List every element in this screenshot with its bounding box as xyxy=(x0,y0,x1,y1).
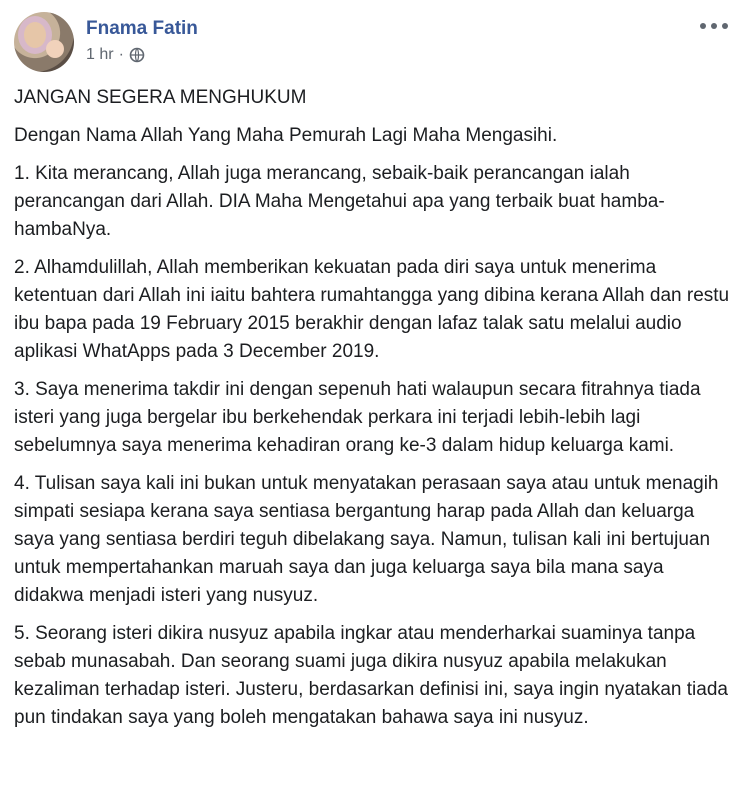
meta-separator: · xyxy=(118,46,124,63)
post-meta xyxy=(86,46,145,64)
post-paragraph: 3. Saya menerima takdir ini dengan sepenuh hati walaupun secara fitrahnya tiada isteri yang juga bergelar ibu berkehendak perkara ini terjadi lebih-lebih lagi sebelumnya saya menerima kehadiran orang ke-3 dalam hidup keluarga kami. xyxy=(14,379,701,456)
post-paragraph: 1. Kita merancang, Allah juga merancang, sebaik-baik perancangan ialah perancangan dari Allah. DIA Maha Mengetahui apa yang terbaik buat hamba-hambaNya. xyxy=(14,163,665,240)
author-avatar[interactable] xyxy=(14,12,74,72)
post-paragraph: 4. Tulisan saya kali ini bukan untuk menyatakan perasaan saya atau untuk menagih simpati sesiapa kerana saya sentiasa bergantung harap pada Allah dan keluarga saya yang sentiasa berdiri teguh dibelakang saya. Namun, tulisan kali ini bertujuan untuk mempertahankan maruah saya dan juga keluarga saya bila mana saya didakwa menjadi isteri yang nusyuz. xyxy=(14,473,719,606)
post-paragraph: Dengan Nama Allah Yang Maha Pemurah Lagi Maha Mengasihi. xyxy=(14,125,558,146)
post-time-link[interactable]: 1 hr xyxy=(86,46,114,63)
more-options-icon xyxy=(700,23,706,29)
post-paragraph: 2. Alhamdulillah, Allah memberikan kekuatan pada diri saya untuk menerima ketentuan dari Allah ini iaitu bahtera rumahtangga yang dibina kerana Allah dan restu ibu bapa pada 19 February 2015 berakhir dengan lafaz talak satu melalui audio aplikasi WhatApps pada 3 December 2019. xyxy=(14,257,730,362)
post-header xyxy=(14,12,728,72)
more-options-icon xyxy=(711,23,717,29)
globe-icon[interactable] xyxy=(129,47,145,63)
avatar-woman-image xyxy=(24,22,46,48)
more-options-icon xyxy=(722,23,728,29)
post-title: JANGAN SEGERA MENGHUKUM xyxy=(14,87,307,108)
post-content xyxy=(14,84,730,742)
avatar-child-image xyxy=(46,40,64,58)
more-options-button[interactable] xyxy=(700,16,728,36)
author-name-link[interactable]: Fnama Fatin xyxy=(86,18,198,39)
post-paragraph: 5. Seorang isteri dikira nusyuz apabila ingkar atau menderharkai suaminya tanpa sebab munasabah. Dan seorang suami juga dikira nusyuz apabila melakukan kezaliman terhadap isteri. Justeru, berdasarkan definisi ini, saya ingin nyatakan tiada pun tindakan saya yang boleh mengatakan bahawa saya ini nusyuz. xyxy=(14,623,728,728)
